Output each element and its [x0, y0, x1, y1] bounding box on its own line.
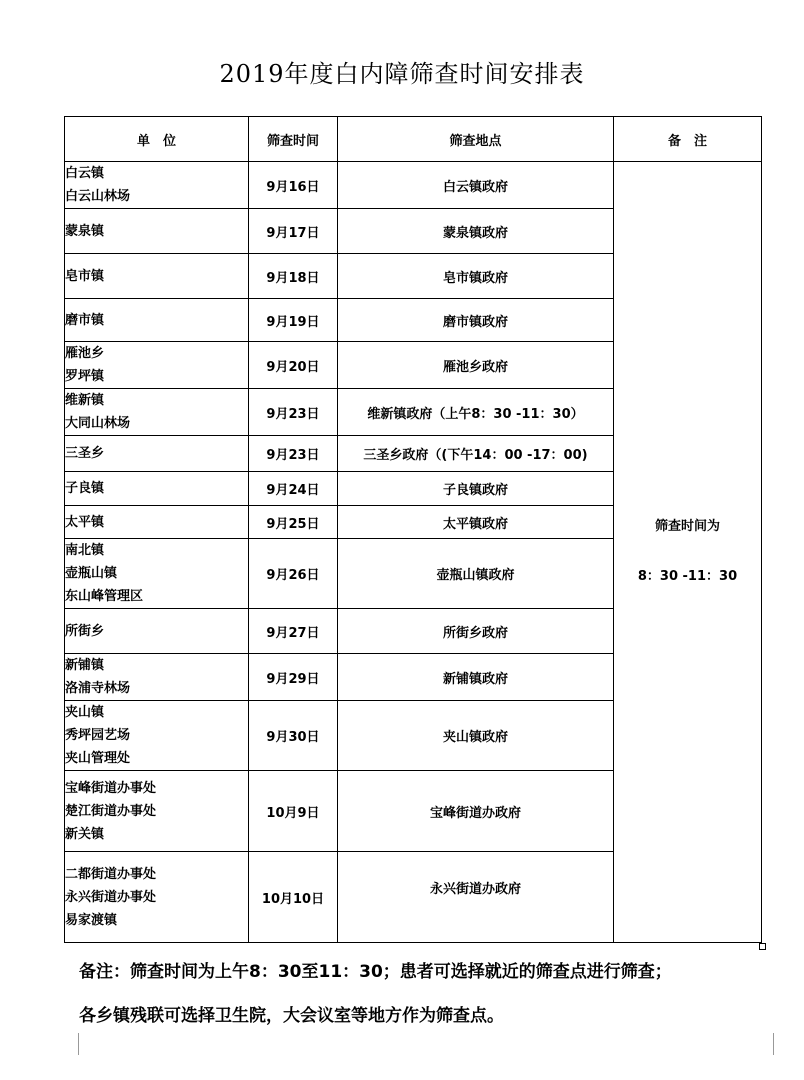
header-unit: 单 位 [65, 117, 249, 162]
place-cell: 白云镇政府 [338, 162, 614, 209]
place-cell: 雁池乡政府 [338, 342, 614, 389]
unit-cell [65, 852, 249, 943]
unit-name: 楚江街道办事处 [65, 803, 157, 819]
date-cell: 9月23日 [249, 436, 338, 472]
place-cell: 子良镇政府 [338, 472, 614, 506]
header-place: 筛查地点 [338, 117, 614, 162]
unit-cell [65, 701, 249, 771]
date-cell: 9月20日 [249, 342, 338, 389]
unit-name: 三圣乡 [65, 446, 105, 461]
unit-name: 白云山林场 [65, 189, 131, 204]
table-header-row [65, 117, 762, 162]
unit-cell [65, 389, 249, 436]
table-resize-handle[interactable] [759, 943, 766, 950]
unit-name: 易家渡镇 [65, 912, 118, 928]
note-line: 8：30 -11：30 [637, 569, 738, 584]
place-cell: 皂市镇政府 [338, 254, 614, 299]
footnote-line-1: 备注：筛查时间为上午8：30至11：30；患者可选择就近的筛查点进行筛查； [79, 962, 672, 982]
unit-name: 蒙泉镇 [65, 223, 105, 239]
unit-name: 壶瓶山镇 [65, 566, 118, 581]
header-note: 备 注 [614, 117, 762, 162]
unit-name: 夹山管理处 [65, 751, 131, 766]
place-cell: 维新镇政府（上午8：30 -11：30） [338, 389, 614, 436]
date-cell: 9月23日 [249, 389, 338, 436]
date-cell: 9月27日 [249, 609, 338, 654]
footnote-line-2: 各乡镇残联可选择卫生院，大会议室等地方作为筛查点。 [79, 1006, 504, 1026]
table-row [65, 162, 762, 209]
date-cell: 9月25日 [249, 506, 338, 539]
unit-name: 新铺镇 [65, 658, 105, 673]
schedule-table [64, 116, 762, 943]
place-cell: 夹山镇政府 [338, 701, 614, 771]
place-cell: 太平镇政府 [338, 506, 614, 539]
date-cell: 10月9日 [249, 771, 338, 852]
page-title: 2019年度白内障筛查时间安排表 [219, 60, 585, 88]
unit-name: 新关镇 [65, 826, 105, 842]
unit-name: 南北镇 [65, 543, 105, 558]
unit-name: 二都街道办事处 [65, 866, 157, 882]
unit-name: 皂市镇 [65, 268, 105, 284]
unit-name: 东山峰管理区 [65, 589, 144, 604]
unit-name: 罗坪镇 [65, 369, 105, 384]
date-cell: 9月30日 [249, 701, 338, 771]
date-cell: 9月29日 [249, 654, 338, 701]
unit-name: 维新镇 [65, 393, 105, 408]
date-cell: 9月19日 [249, 299, 338, 342]
unit-cell [65, 654, 249, 701]
unit-name: 大同山林场 [65, 416, 131, 431]
unit-name: 洛浦寺林场 [65, 681, 131, 696]
date-cell: 9月16日 [249, 162, 338, 209]
unit-name: 永兴街道办事处 [65, 889, 157, 905]
place-cell: 永兴街道办政府 [338, 852, 614, 943]
margin-marker-left [78, 1033, 79, 1055]
header-date: 筛查时间 [249, 117, 338, 162]
place-cell: 宝峰街道办政府 [338, 771, 614, 852]
unit-cell [65, 209, 249, 254]
date-cell: 9月24日 [249, 472, 338, 506]
place-cell: 三圣乡政府（(下午14：00 -17：00) [338, 436, 614, 472]
unit-cell [65, 609, 249, 654]
unit-name: 夹山镇 [65, 705, 105, 720]
place-cell: 壶瓶山镇政府 [338, 539, 614, 609]
unit-name: 磨市镇 [65, 312, 105, 328]
unit-cell [65, 539, 249, 609]
unit-cell [65, 436, 249, 472]
date-cell: 10月10日 [249, 852, 338, 943]
place-cell: 蒙泉镇政府 [338, 209, 614, 254]
date-cell: 9月26日 [249, 539, 338, 609]
margin-marker-right [773, 1033, 774, 1055]
place-cell: 磨市镇政府 [338, 299, 614, 342]
date-cell: 9月17日 [249, 209, 338, 254]
unit-cell [65, 254, 249, 299]
unit-name: 太平镇 [65, 514, 105, 530]
date-cell: 9月18日 [249, 254, 338, 299]
unit-name: 所街乡 [65, 623, 105, 639]
place-cell: 所街乡政府 [338, 609, 614, 654]
unit-cell [65, 506, 249, 539]
unit-cell [65, 771, 249, 852]
unit-name: 秀坪园艺场 [65, 728, 131, 743]
unit-name: 宝峰街道办事处 [65, 780, 157, 796]
unit-cell [65, 162, 249, 209]
unit-cell [65, 342, 249, 389]
unit-name: 雁池乡 [65, 346, 105, 361]
note-cell [614, 162, 762, 943]
unit-name: 白云镇 [65, 166, 105, 181]
note-line: 筛查时间为 [654, 519, 720, 534]
unit-name: 子良镇 [65, 481, 105, 496]
place-cell: 新铺镇政府 [338, 654, 614, 701]
unit-cell [65, 299, 249, 342]
unit-cell [65, 472, 249, 506]
